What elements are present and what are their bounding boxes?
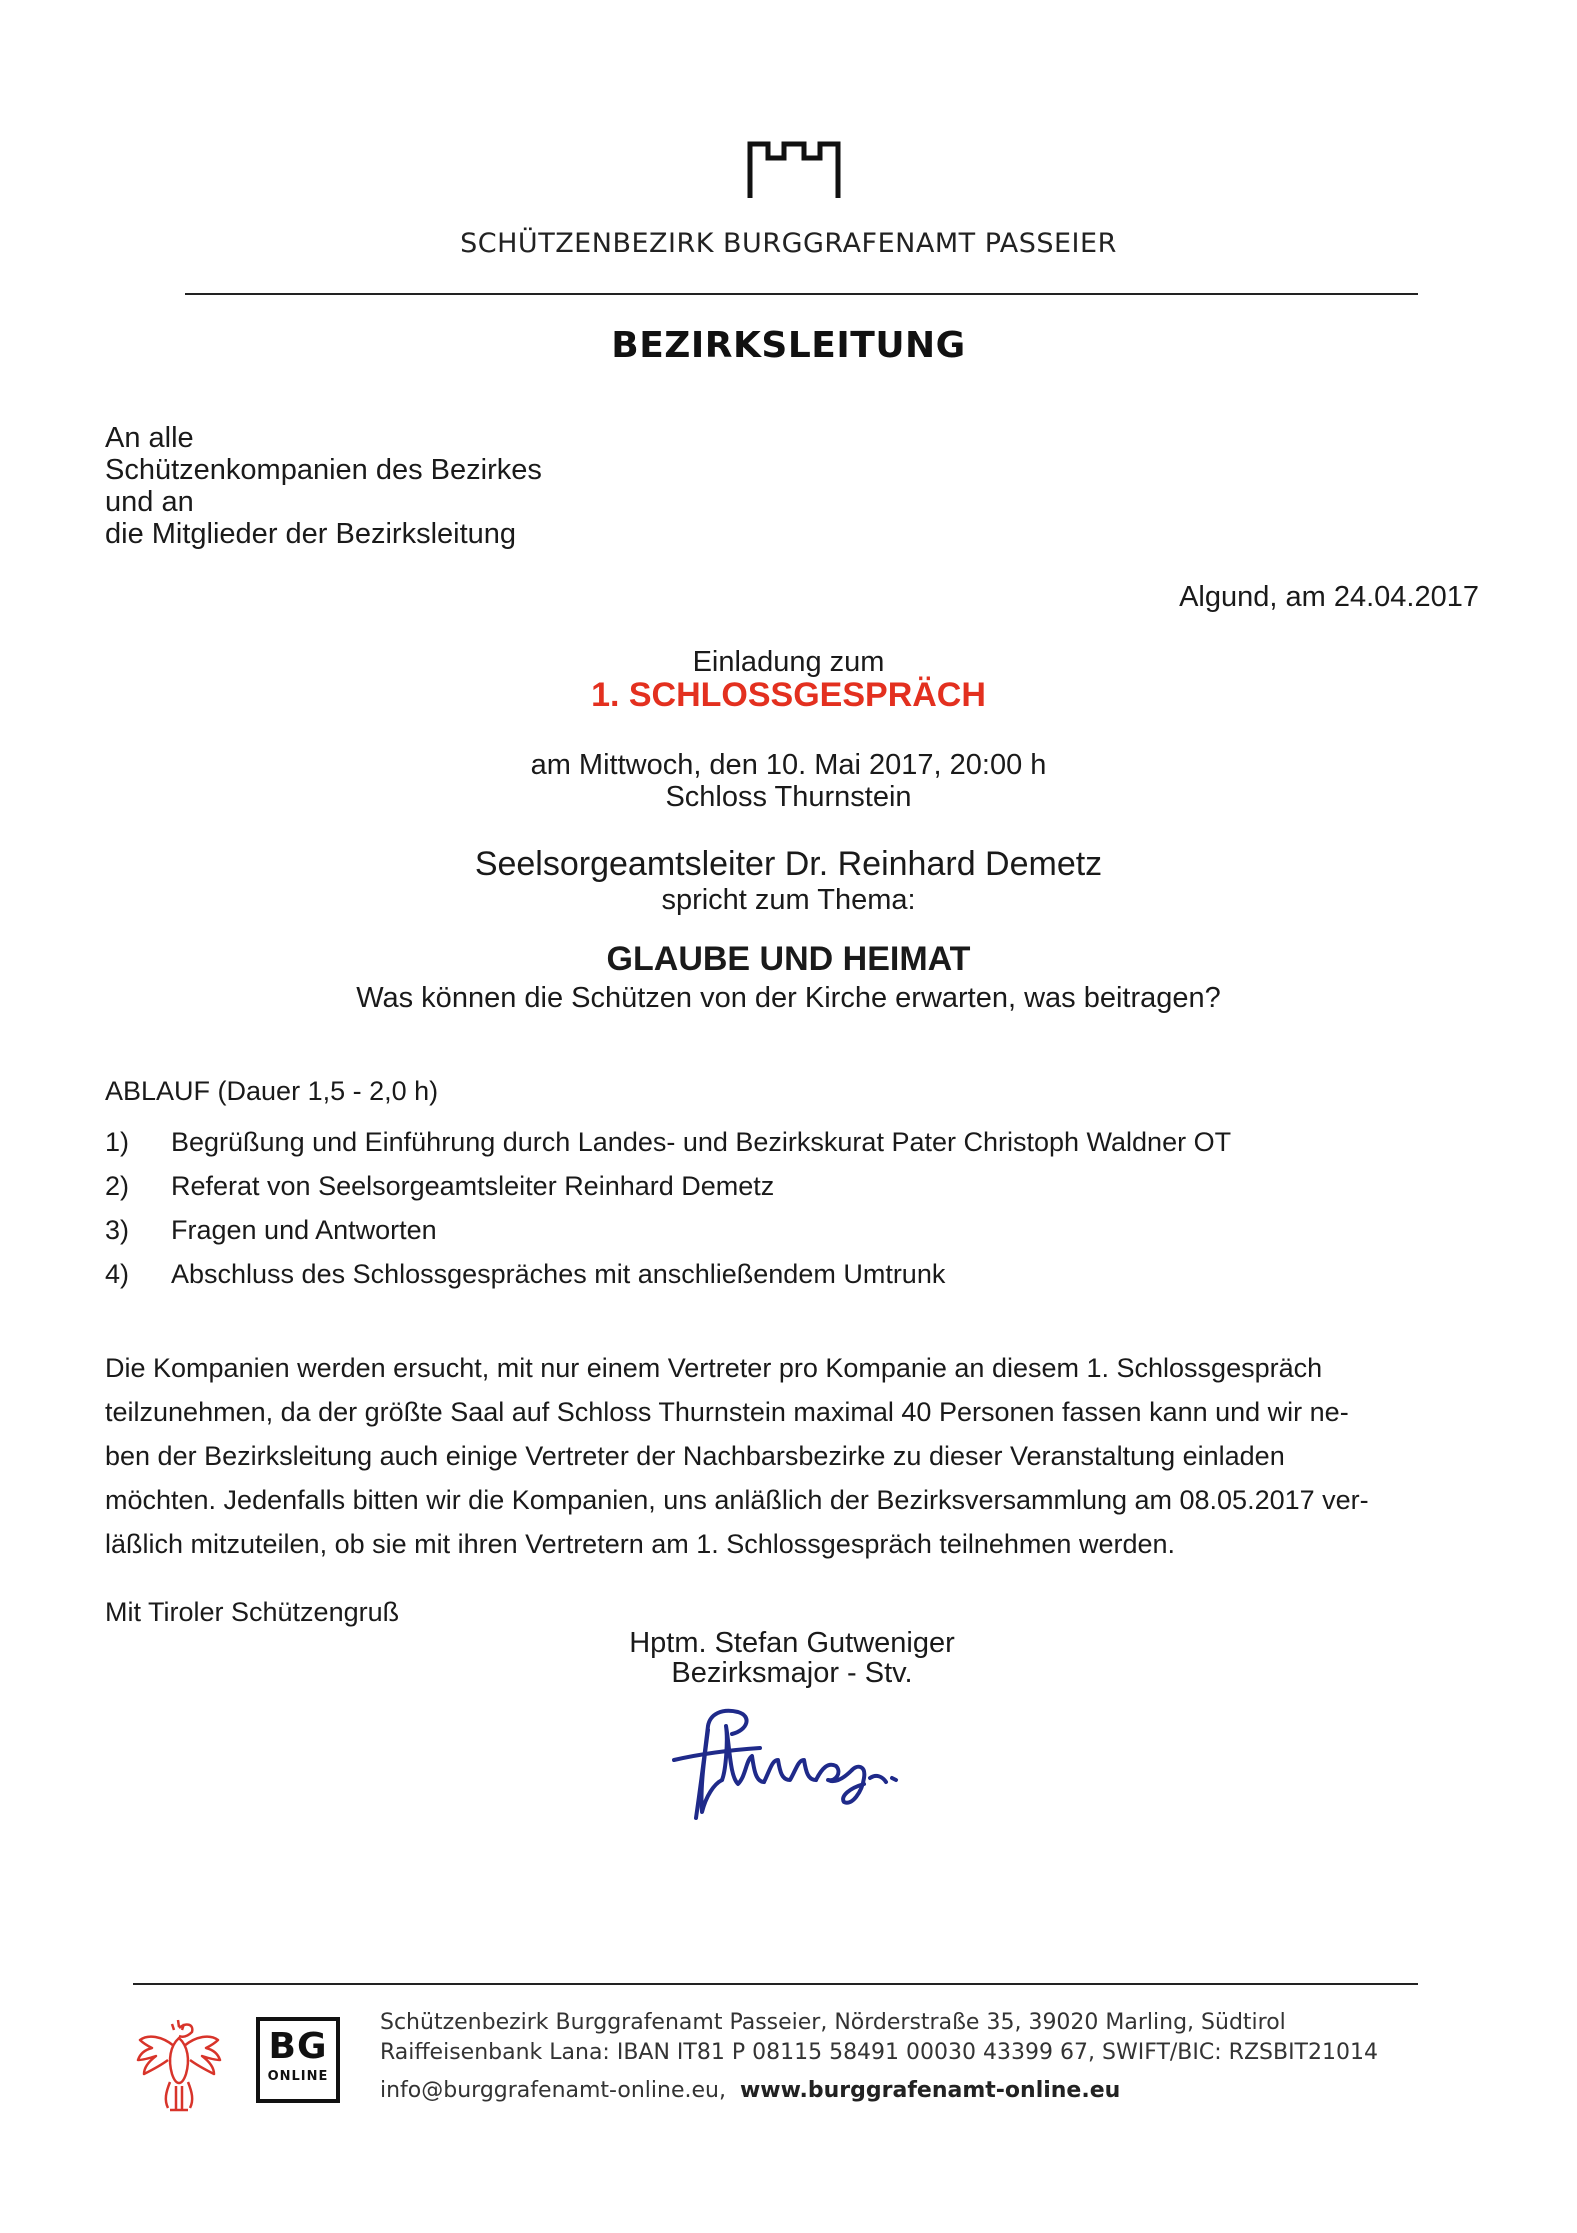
footer-contact [380, 2078, 1120, 2103]
footer-email[interactable]: info@burggrafenamt-online.eu, [380, 2078, 726, 2103]
paragraph-line: ben der Bezirksleitung auch einige Vertreter der Nachbarsbezirke zu dieser Veranstaltung einladen [105, 1441, 1285, 1471]
recipient-line: An alle [105, 422, 194, 454]
recipient-line: Schützenkompanien des Bezirkes [105, 454, 542, 486]
event-date: am Mittwoch, den 10. Mai 2017, 20:00 h [530, 749, 1047, 781]
org-name: SCHÜTZENBEZIRK BURGGRAFENAMT PASSEIER [460, 228, 1117, 259]
topic-subtitle: Was können die Schützen von der Kirche erwarten, was beitragen? [356, 982, 1221, 1014]
event-title: 1. SCHLOSSGESPRÄCH [591, 676, 986, 714]
topic-title: GLAUBE UND HEIMAT [606, 940, 971, 978]
agenda-text: Fragen und Antworten [171, 1215, 437, 1245]
footer-address: Schützenbezirk Burggrafenamt Passeier, Nörderstraße 35, 39020 Marling, Südtirol [380, 2010, 1286, 2035]
recipient-line: und an [105, 486, 194, 518]
agenda-item [105, 1171, 774, 1202]
agenda-text: Abschluss des Schlossgespräches mit anschließendem Umtrunk [171, 1259, 946, 1289]
section-title: BEZIRKSLEITUNG [611, 325, 966, 366]
agenda-text: Begrüßung und Einführung durch Landes- und Bezirkskurat Pater Christoph Waldner OT [171, 1127, 1232, 1157]
agenda-number: 2) [105, 1171, 130, 1201]
body-paragraph [105, 1346, 1480, 1566]
bg-online-logo [256, 2017, 340, 2103]
agenda-number: 1) [105, 1127, 130, 1157]
signer-role: Bezirksmajor - Stv. [671, 1657, 913, 1689]
date-line: Algund, am 24.04.2017 [1179, 581, 1479, 613]
recipient-line: die Mitglieder der Bezirksleitung [105, 518, 517, 550]
footer-website-link[interactable]: www.burggrafenamt-online.eu [739, 2078, 1121, 2103]
paragraph-line: Die Kompanien werden ersucht, mit nur einem Vertreter pro Kompanie an diesem 1. Schlossgespräch [105, 1353, 1323, 1383]
agenda-number: 3) [105, 1215, 130, 1245]
invite-intro: Einladung zum [692, 646, 885, 678]
agenda-item [105, 1215, 437, 1246]
paragraph-line: teilzunehmen, da der größte Saal auf Schloss Thurnstein maximal 40 Personen fassen kann und wir ne- [105, 1397, 1349, 1427]
agenda-number: 4) [105, 1259, 130, 1289]
speaker-subline: spricht zum Thema: [661, 884, 916, 916]
agenda-item [105, 1259, 945, 1290]
paragraph-line: läßlich mitzuteilen, ob sie mit ihren Vertretern am 1. Schlossgespräch teilnehmen werden. [105, 1529, 1176, 1559]
agenda-title: ABLAUF (Dauer 1,5 - 2,0 h) [105, 1076, 439, 1106]
speaker: Seelsorgeamtsleiter Dr. Reinhard Demetz [474, 845, 1103, 883]
bg-logo-text: BG [268, 2026, 328, 2067]
event-location: Schloss Thurnstein [665, 781, 912, 813]
footer-divider [133, 1983, 1418, 1985]
closing-greeting: Mit Tiroler Schützengruß [105, 1597, 400, 1627]
tyrolean-eagle-icon [134, 2016, 224, 2116]
bg-logo-subtext: ONLINE [267, 2069, 329, 2084]
castle-battlement-icon [746, 138, 858, 198]
signer-name: Hptm. Stefan Gutweniger [629, 1627, 955, 1659]
signature-image [660, 1700, 930, 1830]
agenda-text: Referat von Seelsorgeamtsleiter Reinhard Demetz [171, 1171, 775, 1201]
paragraph-line: möchten. Jedenfalls bitten wir die Kompanien, uns anläßlich der Bezirksversammlung am 08.05.2017 ver- [105, 1485, 1369, 1515]
agenda-item [105, 1127, 1231, 1158]
footer-bank: Raiffeisenbank Lana: IBAN IT81 P 08115 58491 00030 43399 67, SWIFT/BIC: RZSBIT21014 [380, 2040, 1378, 2065]
header-divider [185, 293, 1418, 295]
recipient-block [105, 422, 542, 550]
